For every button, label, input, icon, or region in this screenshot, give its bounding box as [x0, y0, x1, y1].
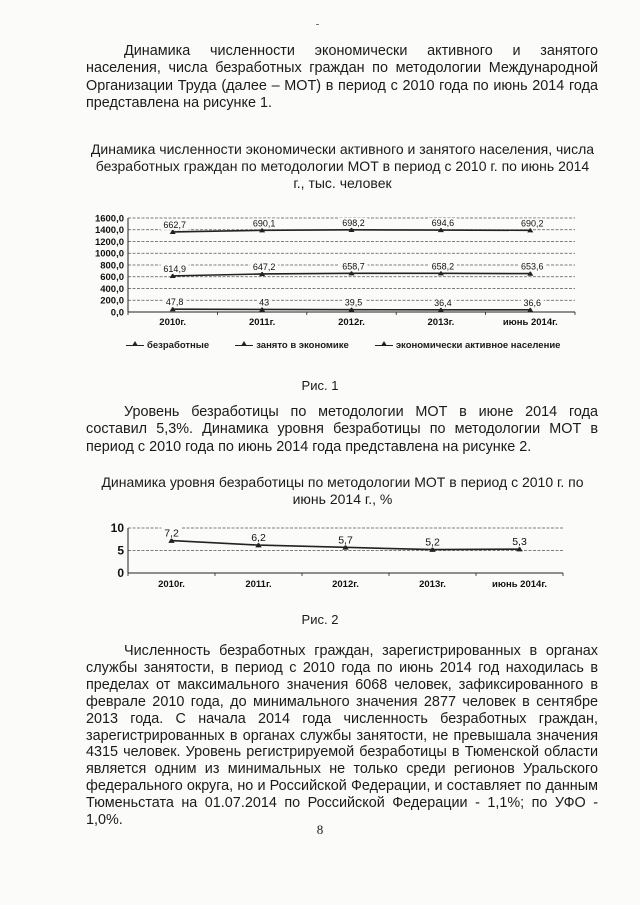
page-number: 8 [316, 822, 324, 837]
chart1-data-label-2: 662,7 [163, 219, 186, 230]
chart1-x-tick-label: 2011г. [248, 317, 276, 328]
chart1-data-label-1: 614,9 [163, 263, 186, 274]
legend-marker-active [375, 345, 393, 346]
legend-label-unemployed: безработные [147, 340, 210, 351]
chart1-y-tick-label: 1400,0 [94, 225, 124, 237]
chart1-y-tick-label: 400,0 [100, 283, 124, 295]
chart1-title: Динамика численности экономически активного и занятого населения, числа безработных граждан по методологии МОТ в период с 2010 г. по июнь 2014 г., тыс. человек [90, 141, 595, 191]
chart1-data-label-1: 647,2 [252, 261, 276, 272]
chart1-data-label-1: 653,6 [521, 261, 544, 272]
chart2-x-tick-label: 2013г. [419, 579, 446, 590]
chart2-x-tick-label: 2011г. [245, 579, 272, 590]
chart1-data-label-1: 658,2 [431, 261, 455, 272]
legend-item-employed [235, 340, 349, 351]
chart2-x-tick-label: 2012г. [332, 579, 359, 590]
legend-marker-unemployed [126, 345, 144, 346]
registered-unemployment-paragraph: Численность безработных граждан, зарегистрированных в органах службы занятости, в период с 2010 года по июнь 2014 год находилась в пределах от максимального значения 6068 человек, зафиксированного в феврале 2010 года, до минимального значения 2877 человек в сентябре 2013 года. С начала 2014 года численность безработных граждан, зарегистрированных в органах службы занятости, не превышала значения 4315 человек. Уровень регистрируемой безработицы в Тюменской области является одним из минимальных не только среди регионов Уральского федерального округа, но и Российской Федерации, и составляет по данным Тюменьстата на 01.07.2014 по Российской Федерации - 1,1%; по УФО - 1,0%. [86, 643, 598, 829]
chart1-y-tick-label: 1600,0 [94, 213, 124, 225]
chart1-y-tick-label: 600,0 [100, 272, 124, 284]
chart1-x-tick-label: 2010г. [159, 317, 187, 328]
chart1-x-tick-label: 2012г. [338, 317, 365, 328]
chart1-data-label-0: 39,5 [344, 297, 363, 308]
chart2-data-label-0: 5,2 [425, 536, 440, 549]
chart2-data-label-0: 6,2 [251, 532, 266, 545]
legend-item-unemployed [126, 340, 209, 351]
chart2-y-tick-label: 10 [110, 521, 124, 536]
chart2-x-tick-label: июнь 2014г. [492, 579, 547, 590]
chart1-data-label-0: 36,4 [434, 297, 452, 308]
legend-label-active: экономически активное население [395, 340, 561, 351]
figure1-caption: Рис. 1 [301, 378, 339, 393]
chart1-data-label-2: 690,1 [252, 218, 276, 229]
chart1-x-tick-label: 2013г. [427, 317, 455, 328]
chart2-x-tick-label: 2010г. [158, 579, 185, 590]
chart2 [0, 515, 640, 595]
chart1-data-label-0: 36,6 [523, 297, 542, 308]
chart1-data-label-2: 698,2 [342, 217, 365, 228]
chart1-y-tick-label: 200,0 [100, 295, 124, 307]
chart1-data-label-2: 690,2 [521, 218, 544, 229]
figure2-caption: Рис. 2 [301, 612, 339, 627]
legend-label-employed: занято в экономике [256, 340, 349, 351]
chart1-legend [126, 340, 596, 351]
chart1-y-tick-label: 0,0 [110, 307, 124, 319]
chart1-data-label-1: 658,7 [342, 261, 365, 272]
chart1-y-tick-label: 1200,0 [94, 236, 124, 248]
chart1-y-tick-label: 1000,0 [94, 248, 124, 260]
chart1 [0, 200, 640, 340]
chart2-y-tick-label: 5 [117, 543, 124, 558]
chart2-data-label-0: 7,2 [164, 527, 179, 540]
chart1-data-label-2: 694,6 [431, 218, 455, 229]
legend-item-active [375, 340, 561, 351]
chart1-x-tick-label: июнь 2014г. [502, 317, 558, 328]
legend-marker-employed [235, 345, 253, 346]
chart2-data-label-0: 5,3 [512, 536, 527, 549]
chart1-y-tick-label: 800,0 [100, 260, 124, 272]
chart2-y-tick-label: 0 [117, 566, 124, 581]
chart1-data-label-0: 43 [259, 297, 270, 308]
chart2-title: Динамика уровня безработицы по методологии МОТ в период с 2010 г. по июнь 2014 г., % [101, 474, 584, 507]
intro-paragraph: Динамика численности экономически активного и занятого населения, числа безработных граждан по методологии Международной Организации Труда (далее – МОТ) в период с 2010 года по июнь 2014 года представлена на рисунке 1. [86, 43, 598, 112]
chart1-data-label-0: 47,8 [165, 297, 184, 308]
chart2-data-label-0: 5,7 [338, 534, 353, 547]
unemployment-rate-paragraph: Уровень безработицы по методологии МОТ в июне 2014 года составил 5,3%. Динамика уровня безработицы по методологии МОТ в период с 2010 года по июнь 2014 года представлена на рисунке 2. [86, 404, 598, 455]
scan-speck [316, 24, 319, 25]
